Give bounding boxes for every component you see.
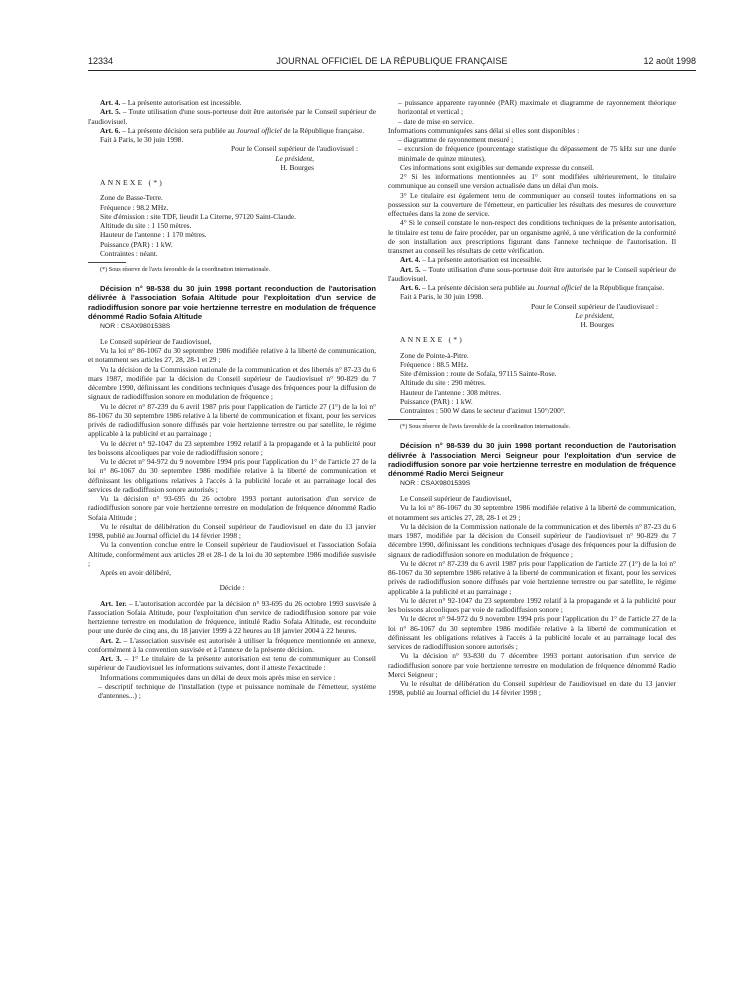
left-annexe-line: Contraintes : néant. (100, 248, 158, 258)
right-article-4: Art. 4. – La présente autorisation est incessible. (400, 255, 542, 265)
left-article-5: Art. 5. – Toute utilisation d'une sous-porteuse doit être autorisée par le Conseil supérieur de l'audiovisuel. (88, 107, 376, 126)
left-annexe-line: Altitude du site : 1 150 mètres. (100, 221, 192, 230)
right-president: Le président, (575, 310, 614, 320)
left-annexe-heading: ANNEXE (*) (100, 178, 164, 187)
left-article-6: Art. 6. – La présente décision sera publiée au Journal officiel de la République française. (100, 125, 365, 135)
left-article-2: Art. 2. – L'association susvisée est autorisée à utiliser la fréquence mentionnée en annexe, conformément à la convention susvisée et à l'annexe de la présente décision. (88, 635, 376, 654)
left-body-para: Vu la décision de la Commission nationale de la communication et des libertés n° 87-23 du 6 mars 1987, modifiée par la décision du Conseil supérieur de l'audiovisuel n° 90-829 du 7 décembre 1990, définissant les conditions techniques d'usage des fréquences pour la diffusion de signaux de radiodiffusion sonore en modulation de fréquence ; (88, 364, 376, 402)
left-president: Le président, (275, 153, 314, 163)
right-dash-item: – diagramme de rayonnement mesuré ; (398, 135, 514, 144)
left-info-delai: Informations communiquées dans un délai de deux mois après mise en service : (100, 672, 336, 682)
decide-heading: Décide : (219, 583, 245, 593)
decision-539-title: Décision n° 98-539 du 30 juin 1998 portant reconduction de l'autorisation délivrée à l'association Merci Seigneur pour l'exploitation d'un service de radiodiffusion sonore par voie hertzienne terrestre en modulation de fréquence dénommé Radio Merci Seigneur (388, 441, 676, 479)
right-article-6: Art. 6. – La présente décision sera publiée au Journal officiel de la République française. (400, 283, 665, 292)
left-signature: H. Bourges (280, 162, 314, 172)
right-body-para: Vu la décision de la Commission nationale de la communication et des libertés n° 87-23 du 6 mars 1987, modifiée par la décision du Conseil supérieur de l'audiovisuel n° 90-829 du 7 décembre 1990, définissant les conditions techniques d'usage des fréquences pour la diffusion de signaux de radiodiffusion sonore en modulation de fréquence ; (388, 521, 676, 559)
left-fait: Fait à Paris, le 30 juin 1998. (100, 135, 184, 144)
left-body-para: Vu le décret n° 94-972 du 9 novembre 1994 pris pour l'application du 1° de l'article 27 de la loi n° 86-1067 du 30 septembre 1986 modifiée relative à la liberté de communication et définissant les obligations relatives à l'accès à la publicité locale et au parrainage local des services de radiodiffusion sonore autorisés ; (88, 457, 376, 494)
decision-538-nor: NOR : CSAX9801538S (100, 322, 171, 330)
left-body-para: Vu le décret n° 92-1047 du 23 septembre 1992 relatif à la propagande et à la publicité pour les boissons alcooliques par voie de radiodiffusion sonore ; (88, 438, 376, 457)
right-para-4: 4° Si le conseil constate le non-respect des conditions techniques de la présente autorisation, le titulaire est tenu de faire procéder, par un organisme agréé, à une vérification de la conformité de son installation aux prescriptions figurant dans l'annexe technique de l'autorisation. Il transmet au conseil les résultats de cette vérification. (388, 218, 676, 255)
right-para-3: 3° Le titulaire est également tenu de communiquer au conseil toutes informations en sa possession sur la couverture de l'émetteur, en particulier les résultats des mesures de couverture effectuées dans la zone de service. (388, 190, 676, 218)
left-body-para: Vu la convention conclue entre le Conseil supérieur de l'audiovisuel et l'association Sofaia Altitude, conformément aux articles 28 et 28-1 de la loi du 30 septembre 1986 modifiée susvisée ; (88, 540, 376, 568)
right-annexe-line: Zone de Pointe-à-Pitre. (400, 350, 469, 360)
right-info-sans: Informations communiquées sans délai si elles sont disponibles : (388, 125, 580, 135)
left-annexe-line: Hauteur de l'antenne : 1 170 mètres. (100, 230, 207, 240)
journal-title: JOURNAL OFFICIEL DE LA RÉPUBLIQUE FRANÇAISE (276, 56, 508, 66)
right-para-2: 2° Si les informations mentionnées au 1° sont modifiées ultérieurement, le titulaire communique au conseil une version actualisée dans un délai d'un mois. (388, 172, 676, 191)
left-pour: Pour le Conseil supérieur de l'audiovisuel : (231, 144, 358, 154)
right-annexe-line: Altitude du site : 290 mètres. (400, 378, 486, 388)
page-header (88, 56, 696, 68)
left-footnote: (*) Sous réserve de l'avis favorable de la coordination internationale. (100, 266, 271, 273)
left-article-4: Art. 4. – La présente autorisation est incessible. (100, 98, 242, 107)
left-column (88, 98, 376, 700)
right-annexe-line: Site d'émission : route de Sofaïa, 97115 Sainte-Rose. (400, 369, 557, 378)
right-annexe-line: Puissance (PAR) : 1 kW. (400, 396, 473, 406)
right-annexe-line: Fréquence : 88.5 MHz. (400, 359, 469, 369)
left-body-para: Vu la décision n° 93-695 du 26 octobre 1993 portant autorisation d'un service de radiodiffusion sonore par voie hertzienne terrestre en modulation de fréquence dénommé Radio Sofaia Altitude ; (88, 494, 376, 522)
page-number: 12334 (88, 56, 114, 66)
right-annexe-line: Contraintes : 500 W dans le secteur d'azimut 150°/200°. (400, 406, 566, 415)
left-body-para: Le Conseil supérieur de l'audiovisuel, (100, 336, 212, 346)
right-body-para: Vu le résultat de délibération du Conseil supérieur de l'audiovisuel en date du 13 janvier 1998, publié au Journal officiel du 14 février 1998 ; (388, 679, 676, 698)
left-body-para: Vu la loi n° 86-1067 du 30 septembre 1986 modifiée relative à la liberté de communication, et notamment ses articles 27, 28, 28-1 et 29 ; (88, 346, 376, 365)
right-annexe-heading: ANNEXE (*) (400, 335, 464, 345)
right-pour: Pour le Conseil supérieur de l'audiovisuel : (531, 301, 658, 311)
right-body-para: Le Conseil supérieur de l'audiovisuel, (400, 494, 512, 504)
right-dash-item: – puissance apparente rayonnée (PAR) maximale et diagramme de rayonnement théorique horizontal et vertical ; (398, 98, 676, 117)
right-body-para: Vu le décret n° 94-972 du 9 novembre 1994 pris pour l'application du 1° de l'article 27 de la loi n° 86-1067 du 30 septembre 1986 modifiée relative à la liberté de communication et définissant les obligations relatives à l'accès à la publicité locale et au parrainage local des services de radiodiffusion sonore autorisés ; (388, 614, 676, 652)
right-body-para: Vu la décision n° 93-830 du 7 décembre 1993 portant autorisation d'un service de radiodiffusion sonore par voie hertzienne terrestre en modulation de fréquence dénommé Radio Merci Seigneur ; (388, 651, 676, 679)
left-body-para: Après en avoir délibéré, (100, 568, 172, 578)
left-body-para: Vu le décret n° 87-239 du 6 avril 1987 pris pour l'application de l'article 27 (1°) de la loi n° 86-1067 du 30 septembre 1986 relative à la liberté de communication et fixant, pour les services privés de radiodiffusion sonore diffusés par voie hertzienne terrestre ou par satellite, le régime applicable à la publicité et au parrainage ; (88, 401, 376, 439)
left-annexe-line: Fréquence : 98.2 MHz. (100, 202, 169, 212)
right-fait: Fait à Paris, le 30 juin 1998. (400, 292, 484, 302)
left-annexe-line: Site d'émission : site TDF, lieudit La Citerne, 97120 Saint-Claude. (100, 211, 297, 221)
right-body-para: Vu la loi n° 86-1067 du 30 septembre 1986 modifiée relative à la liberté de communication, et notamment ses articles 27, 28, 28-1 et 29 ; (388, 503, 676, 522)
left-article-3: Art. 3. – 1° Le titulaire de la présente autorisation est tenu de communiquer au Conseil supérieur de l'audiovisuel les informations suivantes, dont il atteste l'exactitude : (88, 654, 376, 673)
right-body-para: Vu le décret n° 87-239 du 6 avril 1987 pris pour l'application de l'article 27 (1°) de la loi n° 86-1067 du 30 septembre 1986 relative à la liberté de communication et fixant, pour les services privés de radiodiffusion sonore diffusés par voie hertzienne terrestre ou par satellite, le régime applicable à la publicité et au parrainage ; (388, 558, 676, 596)
note-separator (388, 419, 426, 420)
right-signature: H. Bourges (580, 320, 614, 329)
left-body-para: Vu le résultat de délibération du Conseil supérieur de l'audiovisuel en date du 13 janvier 1998, publié au Journal officiel du 14 février 1998 ; (88, 521, 376, 541)
right-annexe-line: Hauteur de l'antenne : 308 mètres. (400, 387, 502, 397)
right-dash-item: – excursion de fréquence (pourcentage statistique du dépassement de 75 kHz sur une durée minimale de quinze minutes). (398, 144, 676, 163)
right-body-para: Vu le décret n° 92-1047 du 23 septembre 1992 relatif à la propagande et à la publicité pour les boissons alcooliques par voie de radiodiffusion sonore ; (388, 595, 676, 615)
right-article-5: Art. 5. – Toute utilisation d'une sous-porteuse doit être autorisée par le Conseil supérieur de l'audiovisuel. (388, 264, 676, 283)
left-annexe-line: Puissance (PAR) : 1 kW. (100, 239, 173, 249)
right-footnote: (*) Sous réserve de l'avis favorable de la coordination internationale. (400, 423, 571, 431)
right-column (388, 98, 676, 698)
left-dash-item: – descriptif technique de l'installation (type et puissance nominale de l'émetteur, système d'antennes...) ; (98, 681, 376, 701)
decision-538-title: Décision n° 98-538 du 30 juin 1998 portant reconduction de l'autorisation délivrée à l'association Sofaia Altitude pour l'exploitation d'un service de radiodiffusion sonore par voie hertzienne terrestre en modulation de fréquence dénommé Radio Sofaia Altitude (88, 284, 376, 322)
right-exigibles: Ces informations sont exigibles sur demande expresse du conseil. (400, 162, 594, 172)
header-rule (88, 70, 696, 71)
left-article-1: Art. 1er. – L'autorisation accordée par la décision n° 93-695 du 26 octobre 1993 susvisée à l'association Sofaia Altitude, pour l'exploitation d'un service de radiodiffusion sonore par voie hertzienne terrestre en modulation de fréquence, intitulé Radio Sofaia Altitude, est reconduite pour une durée de cinq ans, du 18 janvier 1999 à 22 heures au 18 janvier 2004 à 22 heures. (88, 598, 376, 636)
left-annexe-line: Zone de Basse-Terre. (100, 193, 163, 203)
decision-539-nor: NOR : CSAX9801539S (400, 479, 471, 487)
right-dash-item: – date de mise en service. (398, 116, 474, 126)
note-separator (88, 262, 126, 263)
issue-date: 12 août 1998 (643, 56, 696, 66)
